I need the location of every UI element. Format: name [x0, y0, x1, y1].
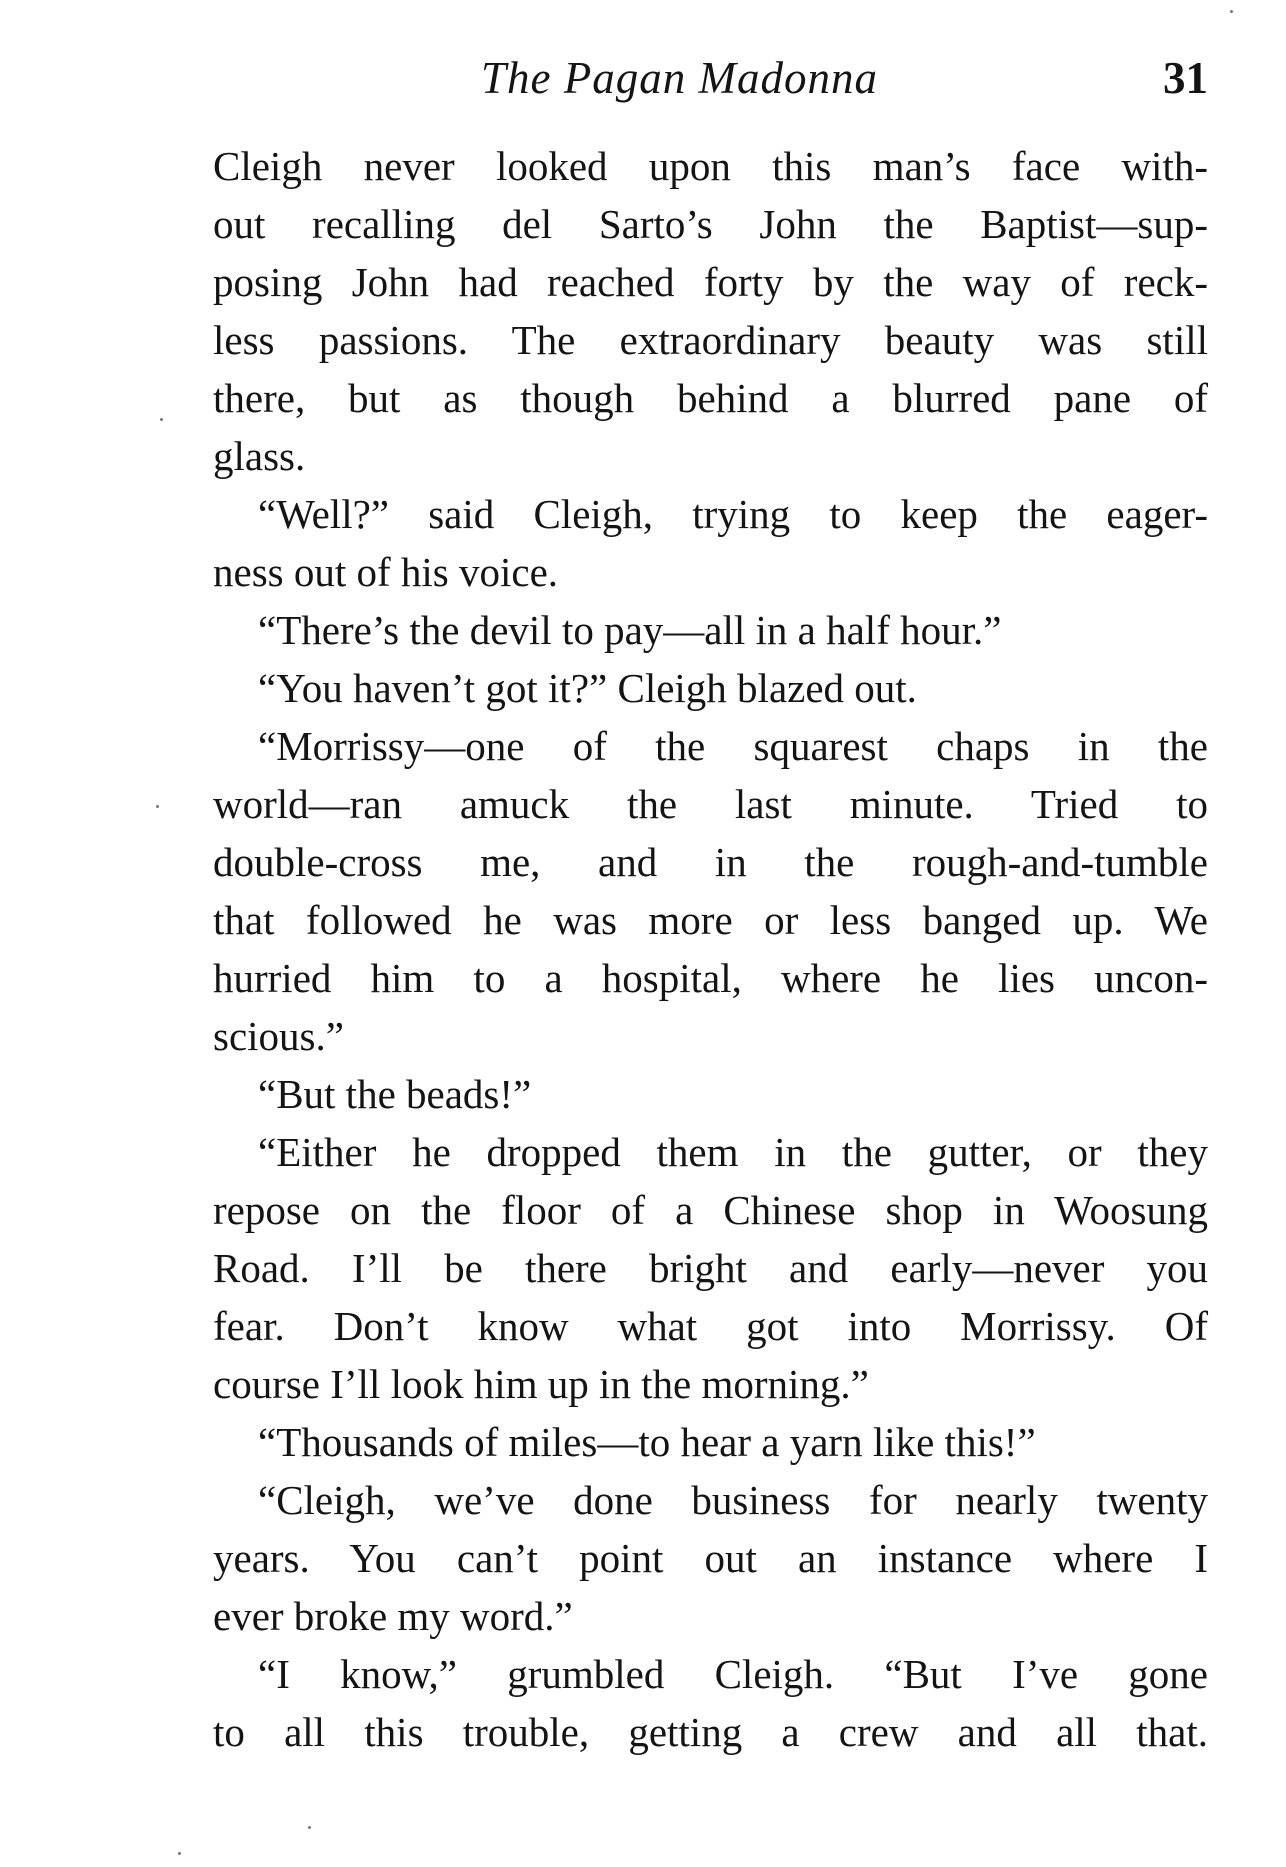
text-line: to all this trouble, getting a crew and all that.: [213, 1709, 1208, 1755]
speck-mark: [308, 1826, 311, 1829]
text-line: “Either he dropped them in the gutter, or they: [258, 1129, 1208, 1175]
text-line: scious.”: [213, 1013, 344, 1059]
text-line: “Thousands of miles—to hear a yarn like this!”: [258, 1419, 1036, 1465]
paragraph: [213, 601, 1208, 659]
text-line: repose on the floor of a Chinese shop in Woosung: [213, 1187, 1208, 1233]
page-number: 31: [1163, 53, 1208, 103]
speck-mark: [156, 805, 159, 808]
running-head: [213, 52, 1208, 112]
text-line: Road. I’ll be there bright and early—never you: [213, 1245, 1208, 1291]
speck-mark: [1230, 10, 1233, 13]
paragraph: [213, 1471, 1208, 1645]
paragraph: [213, 659, 1208, 717]
text-line: ever broke my word.”: [213, 1593, 573, 1639]
text-line: posing John had reached forty by the way of reck-: [213, 259, 1208, 305]
text-line: world—ran amuck the last minute. Tried to: [213, 781, 1208, 827]
paragraph: [213, 485, 1208, 601]
text-line: course I’ll look him up in the morning.”: [213, 1361, 869, 1407]
text-line: “I know,” grumbled Cleigh. “But I’ve gone: [258, 1651, 1208, 1697]
text-line: out recalling del Sarto’s John the Baptist—sup-: [213, 201, 1208, 247]
text-line: hurried him to a hospital, where he lies uncon-: [213, 955, 1208, 1001]
paragraph: [213, 1413, 1208, 1471]
text-line: Cleigh never looked upon this man’s face with-: [213, 143, 1208, 189]
paragraph: [213, 1065, 1208, 1123]
text-line: glass.: [213, 433, 306, 479]
paragraph: [213, 717, 1208, 1065]
body-text: [213, 137, 1208, 1761]
text-line: “There’s the devil to pay—all in a half hour.”: [258, 607, 1002, 653]
paragraph: [213, 1645, 1208, 1761]
text-line: “Cleigh, we’ve done business for nearly twenty: [258, 1477, 1208, 1523]
paragraph: [213, 1123, 1208, 1413]
text-line: ness out of his voice.: [213, 549, 559, 595]
text-line: “Morrissy—one of the squarest chaps in the: [258, 723, 1208, 769]
speck-mark: [160, 418, 163, 421]
paragraph: [213, 137, 1208, 485]
text-line: there, but as though behind a blurred pane of: [213, 375, 1208, 421]
text-line: “Well?” said Cleigh, trying to keep the eager-: [258, 491, 1208, 537]
text-line: that followed he was more or less banged up. We: [213, 897, 1208, 943]
text-line: “But the beads!”: [258, 1071, 532, 1117]
text-line: “You haven’t got it?” Cleigh blazed out.: [258, 665, 917, 711]
text-line: double-cross me, and in the rough-and-tumble: [213, 839, 1208, 885]
text-line: less passions. The extraordinary beauty was still: [213, 317, 1208, 363]
running-title: The Pagan Madonna: [481, 53, 878, 103]
text-line: years. You can’t point out an instance where I: [213, 1535, 1208, 1581]
speck-mark: [178, 1852, 181, 1855]
text-line: fear. Don’t know what got into Morrissy. Of: [213, 1303, 1208, 1349]
